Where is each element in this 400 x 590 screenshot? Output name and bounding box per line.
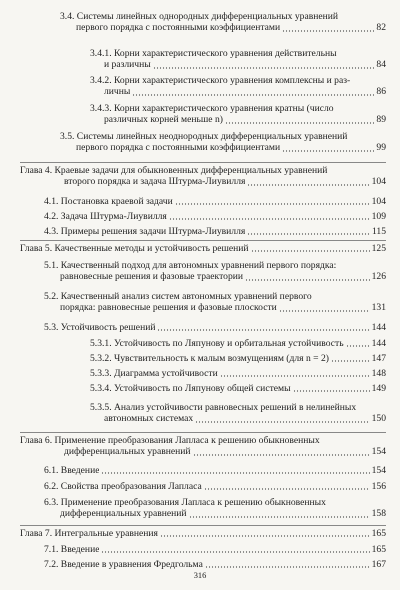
toc-entry[interactable] (44, 465, 386, 476)
toc-page-number: 144 (371, 338, 386, 349)
toc-page-number: 158 (371, 508, 386, 520)
dot-leader (175, 203, 370, 205)
toc-page-number: 149 (371, 383, 386, 394)
toc-entry-title-line: различных корней меньше n) (104, 114, 223, 126)
dot-leader (132, 94, 374, 96)
dot-leader (282, 150, 374, 152)
toc-entry-title-line: и различны (104, 59, 151, 71)
toc-entry-title-line: 3.4. Системы линейных однородных дифференциальных уравнений (60, 11, 339, 22)
toc-entry-title-line: 3.5. Системы линейных неоднородных дифференциальных уравнений (60, 131, 348, 142)
toc-entry[interactable] (44, 291, 386, 314)
toc-entry-title-line: дифференциальных уравнений (60, 508, 187, 520)
toc-page-number: 126 (371, 271, 386, 283)
dot-leader (160, 535, 370, 537)
toc-entry-title-line: 5.3.4. Устойчивость по Ляпунову общей системы (90, 383, 291, 394)
toc-page-number: 82 (376, 22, 386, 34)
dot-leader (245, 279, 370, 281)
toc-entry[interactable] (20, 435, 386, 458)
dot-leader (282, 30, 374, 32)
toc-entry[interactable] (44, 260, 386, 283)
toc-entry[interactable] (90, 48, 386, 71)
toc-entry-title-line: 3.4.1. Корни характеристического уравнения действительны (90, 48, 337, 59)
toc-page-number: 89 (376, 114, 386, 126)
toc-entry-title-line: порядка: равновесные решения и фазовые плоскости (60, 302, 277, 314)
toc-page-number: 104 (371, 176, 386, 188)
dot-leader (204, 488, 370, 490)
toc-entry[interactable] (90, 353, 386, 364)
toc-page-number: 99 (376, 142, 386, 154)
toc-entry-title-line: равновесные решения и фазовые траектории (60, 271, 244, 283)
toc-entry-title-line: 4.3. Примеры решения задачи Штурма-Лиувилля (44, 226, 246, 237)
dot-leader (293, 390, 370, 392)
toc-entry-title-line: 5.3.2. Чувствительность к малым возмущениям (для n = 2) (90, 353, 329, 364)
dot-leader (189, 516, 370, 518)
dot-leader (101, 551, 369, 553)
toc-page-number: 148 (371, 368, 386, 379)
toc-entry[interactable] (90, 368, 386, 379)
toc-entry-title-line: автономных системах (104, 413, 194, 425)
toc-entry-title-line: Глава 5. Качественные методы и устойчивость решений (20, 243, 249, 254)
toc-page-number: 165 (371, 528, 386, 539)
toc-page-number: 86 (376, 86, 386, 98)
toc-entry[interactable] (44, 196, 386, 207)
chapter-divider (20, 162, 386, 163)
toc-entry-title-line: 6.1. Введение (44, 465, 100, 476)
toc-entry-title-line: 4.2. Задача Штурма-Лиувилля (44, 211, 167, 222)
dot-leader (195, 421, 369, 423)
dot-leader (251, 250, 370, 252)
dot-leader (157, 329, 369, 331)
toc-page-number: 147 (371, 353, 386, 364)
dot-leader (101, 472, 369, 474)
dot-leader (247, 184, 369, 186)
toc-page-number: 104 (371, 196, 386, 207)
toc-entry[interactable] (20, 243, 386, 254)
toc-entry-title-line: 5.2. Качественный анализ систем автономных уравнений первого (44, 291, 312, 302)
toc-entry-title-line: 5.3. Устойчивость решений (44, 322, 156, 333)
dot-leader (153, 67, 375, 69)
toc-entry-title-line: 6.3. Применение преобразования Лапласа к решению обыкновенных (44, 497, 326, 508)
page-number: 316 (193, 571, 207, 580)
toc-entry-title-line: 3.4.3. Корни характеристического уравнения кратны (число (90, 103, 334, 114)
toc-page-number: 165 (371, 544, 386, 555)
toc-entry[interactable] (90, 338, 386, 349)
toc-entry[interactable] (44, 559, 386, 570)
dot-leader (169, 218, 370, 220)
toc-entry-title-line: 7.1. Введение (44, 544, 100, 555)
toc-entry-title-line: первого порядка с постоянными коэффициентами (76, 142, 281, 154)
toc-entry-title-line: 5.1. Качественный подход для автономных уравнений первого порядка: (44, 260, 337, 271)
toc-page-number: 125 (371, 243, 386, 254)
dot-leader (205, 566, 370, 568)
toc-entry-title-line: 7.2. Введение в уравнения Фредгольма (44, 559, 203, 570)
toc-entry-title-line: дифференциальных уравнений (64, 446, 191, 458)
toc-entry-title-line: Глава 6. Применение преобразования Лапласа к решению обыкновенных (20, 435, 320, 446)
dot-leader (279, 310, 370, 312)
toc-entry[interactable] (20, 165, 386, 188)
dot-leader (220, 375, 370, 377)
toc-entry[interactable] (44, 211, 386, 222)
toc-entry-title-line: 5.3.5. Анализ устойчивости равновесных решений в нелинейных (90, 402, 357, 413)
toc-page-number: 154 (371, 465, 386, 476)
toc-page-number: 109 (371, 211, 386, 222)
toc-page-number: 156 (371, 481, 386, 492)
toc-page-number: 115 (371, 226, 386, 237)
toc-page-number: 167 (371, 559, 386, 570)
toc-page-number: 131 (371, 302, 386, 314)
chapter-divider (20, 240, 386, 241)
dot-leader (193, 454, 370, 456)
toc-entry[interactable] (20, 528, 386, 539)
toc-entry[interactable] (44, 481, 386, 492)
toc-entry[interactable] (60, 11, 386, 34)
toc-entry-title-line: второго порядка и задача Штурма-Лиувилля (64, 176, 246, 188)
toc-entry[interactable] (90, 383, 386, 394)
toc-entry-title-line: 5.3.3. Диаграмма устойчивости (90, 368, 218, 379)
dot-leader (247, 233, 370, 235)
dot-leader (225, 122, 374, 124)
chapter-divider (20, 432, 386, 433)
toc-entry-title-line: Глава 4. Краевые задачи для обыкновенных дифференциальных уравнений (20, 165, 328, 176)
toc-entry[interactable] (90, 103, 386, 126)
toc-entry[interactable] (44, 226, 386, 237)
toc-entry-title-line: 4.1. Постановка краевой задачи (44, 196, 173, 207)
dot-leader (331, 360, 370, 362)
toc-page-number: 84 (376, 59, 386, 71)
toc-page-number: 144 (371, 322, 386, 333)
toc-entry[interactable] (60, 131, 386, 154)
toc-entry[interactable] (90, 75, 386, 98)
toc-entry-title-line: 3.4.2. Корни характеристического уравнения комплексны и раз- (90, 75, 351, 86)
toc-entry-title-line: 6.2. Свойства преобразования Лапласа (44, 481, 202, 492)
toc-entry-title-line: Глава 7. Интегральные уравнения (20, 528, 158, 539)
toc-entry[interactable] (44, 322, 386, 333)
toc-entry-title-line: 5.3.1. Устойчивость по Ляпунову и орбитальная устойчивость (90, 338, 344, 349)
toc-entry-title-line: личны (104, 86, 131, 98)
toc-entry[interactable] (44, 497, 386, 520)
toc-entry[interactable] (44, 544, 386, 555)
chapter-divider (20, 525, 386, 526)
toc-entry[interactable] (90, 402, 386, 425)
dot-leader (346, 345, 370, 347)
toc-entry-title-line: первого порядка с постоянными коэффициентами (76, 22, 281, 34)
toc-page-number: 154 (371, 446, 386, 458)
toc-page-number: 150 (371, 413, 386, 425)
